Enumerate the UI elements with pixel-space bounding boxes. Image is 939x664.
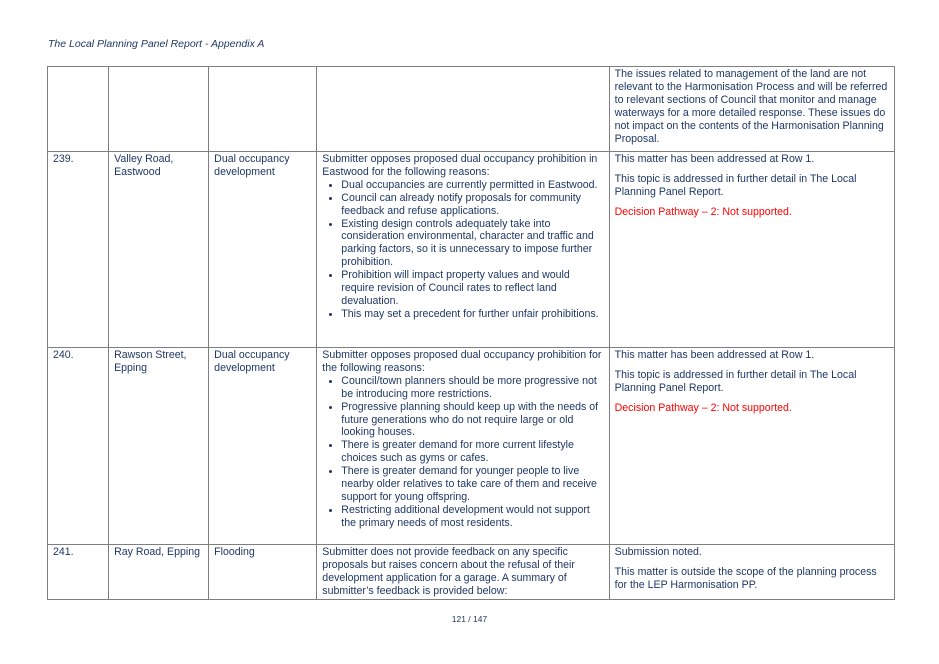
response-row-ref: This matter has been addressed at Row 1.: [614, 349, 815, 361]
list-item: • There is greater demand for younger people to live nearby older relatives to take care of them and receive support for young offspring.: [341, 465, 603, 504]
list-item: • Progressive planning should keep up with the needs of future generations who do not require large or old looking houses.: [341, 401, 603, 440]
row-response: [609, 152, 894, 348]
list-item: • Existing design controls adequately take into consideration environmental, character and traffic and parking factors, so it is unnecessary to impose further prohibition.: [341, 218, 603, 270]
row-number: 239.: [48, 152, 109, 348]
row-location: Valley Road, Eastwood: [109, 152, 209, 348]
row-submission: [317, 545, 609, 600]
response-detail: This matter is outside the scope of the planning process for the LEP Harmonisation PP.: [614, 565, 877, 591]
response-noted: Submission noted.: [614, 546, 702, 558]
list-item: • Council/town planners should be more progressive not be introducing more restrictions.: [341, 375, 603, 401]
cell-topic: [209, 67, 317, 152]
row-submission: [317, 152, 609, 348]
page-number: 121 / 147: [451, 614, 488, 624]
row-number: 240.: [48, 348, 109, 545]
list-item: • Council can already notify proposals for community feedback and refuse applications.: [341, 192, 603, 218]
response-row-ref: This matter has been addressed at Row 1.: [614, 153, 815, 165]
response-detail: This topic is addressed in further detail in The Local Planning Panel Report.: [614, 368, 857, 394]
cell-location: [109, 67, 209, 152]
submission-bullets: [322, 179, 603, 321]
list-item: • Prohibition will impact property values and would require revision of Council rates to reflect land devaluation.: [341, 269, 603, 308]
row-location: Ray Road, Epping: [109, 545, 209, 600]
table-row-continued: [48, 67, 895, 152]
decision-pathway: Decision Pathway – 2: Not supported.: [614, 205, 792, 218]
submission-intro: Submitter does not provide feedback on any specific proposals but raises concern about the refusal of their development application for a garage. A summary of submitter’s feedback is provided below:: [322, 546, 575, 597]
list-item: • Restricting additional development would not support the primary needs of most residents.: [341, 504, 603, 530]
row-number: 241.: [48, 545, 109, 600]
row-topic: Dual occupancy development: [209, 348, 317, 545]
submission-intro: Submitter opposes proposed dual occupancy prohibition for the following reasons:: [322, 349, 602, 374]
row-topic: Dual occupancy development: [209, 152, 317, 348]
row-topic: Flooding: [209, 545, 317, 600]
cell-submission: [317, 67, 609, 152]
row-response: [609, 545, 894, 600]
decision-pathway: Decision Pathway – 2: Not supported.: [614, 401, 792, 414]
list-item: • There is greater demand for more current lifestyle choices such as gyms or cafes.: [341, 439, 603, 465]
cell-response: [609, 67, 894, 152]
response-text: The issues related to management of the land are not relevant to the Harmonisation Process and will be referred to relevant sections of Council that monitor and manage waterways for a more detailed response. These issues do not impact on the contents of the Harmonisation Planning Proposal.: [614, 68, 888, 145]
submission-bullets: [322, 375, 603, 530]
submission-intro: Submitter opposes proposed dual occupancy prohibition in Eastwood for the following reasons:: [322, 153, 598, 178]
row-submission: [317, 348, 609, 545]
submissions-table: [47, 66, 895, 600]
table-row-239: [48, 152, 895, 348]
row-location: Rawson Street, Epping: [109, 348, 209, 545]
list-item: • Dual occupancies are currently permitted in Eastwood.: [341, 179, 603, 192]
table-row-241: [48, 545, 895, 600]
response-detail: This topic is addressed in further detail in The Local Planning Panel Report.: [614, 172, 857, 198]
row-response: [609, 348, 894, 545]
cell-number: [48, 67, 109, 152]
page-header: The Local Planning Panel Report - Appendix A: [48, 38, 265, 50]
list-item: • This may set a precedent for further unfair prohibitions.: [341, 308, 603, 321]
table-row-240: [48, 348, 895, 545]
